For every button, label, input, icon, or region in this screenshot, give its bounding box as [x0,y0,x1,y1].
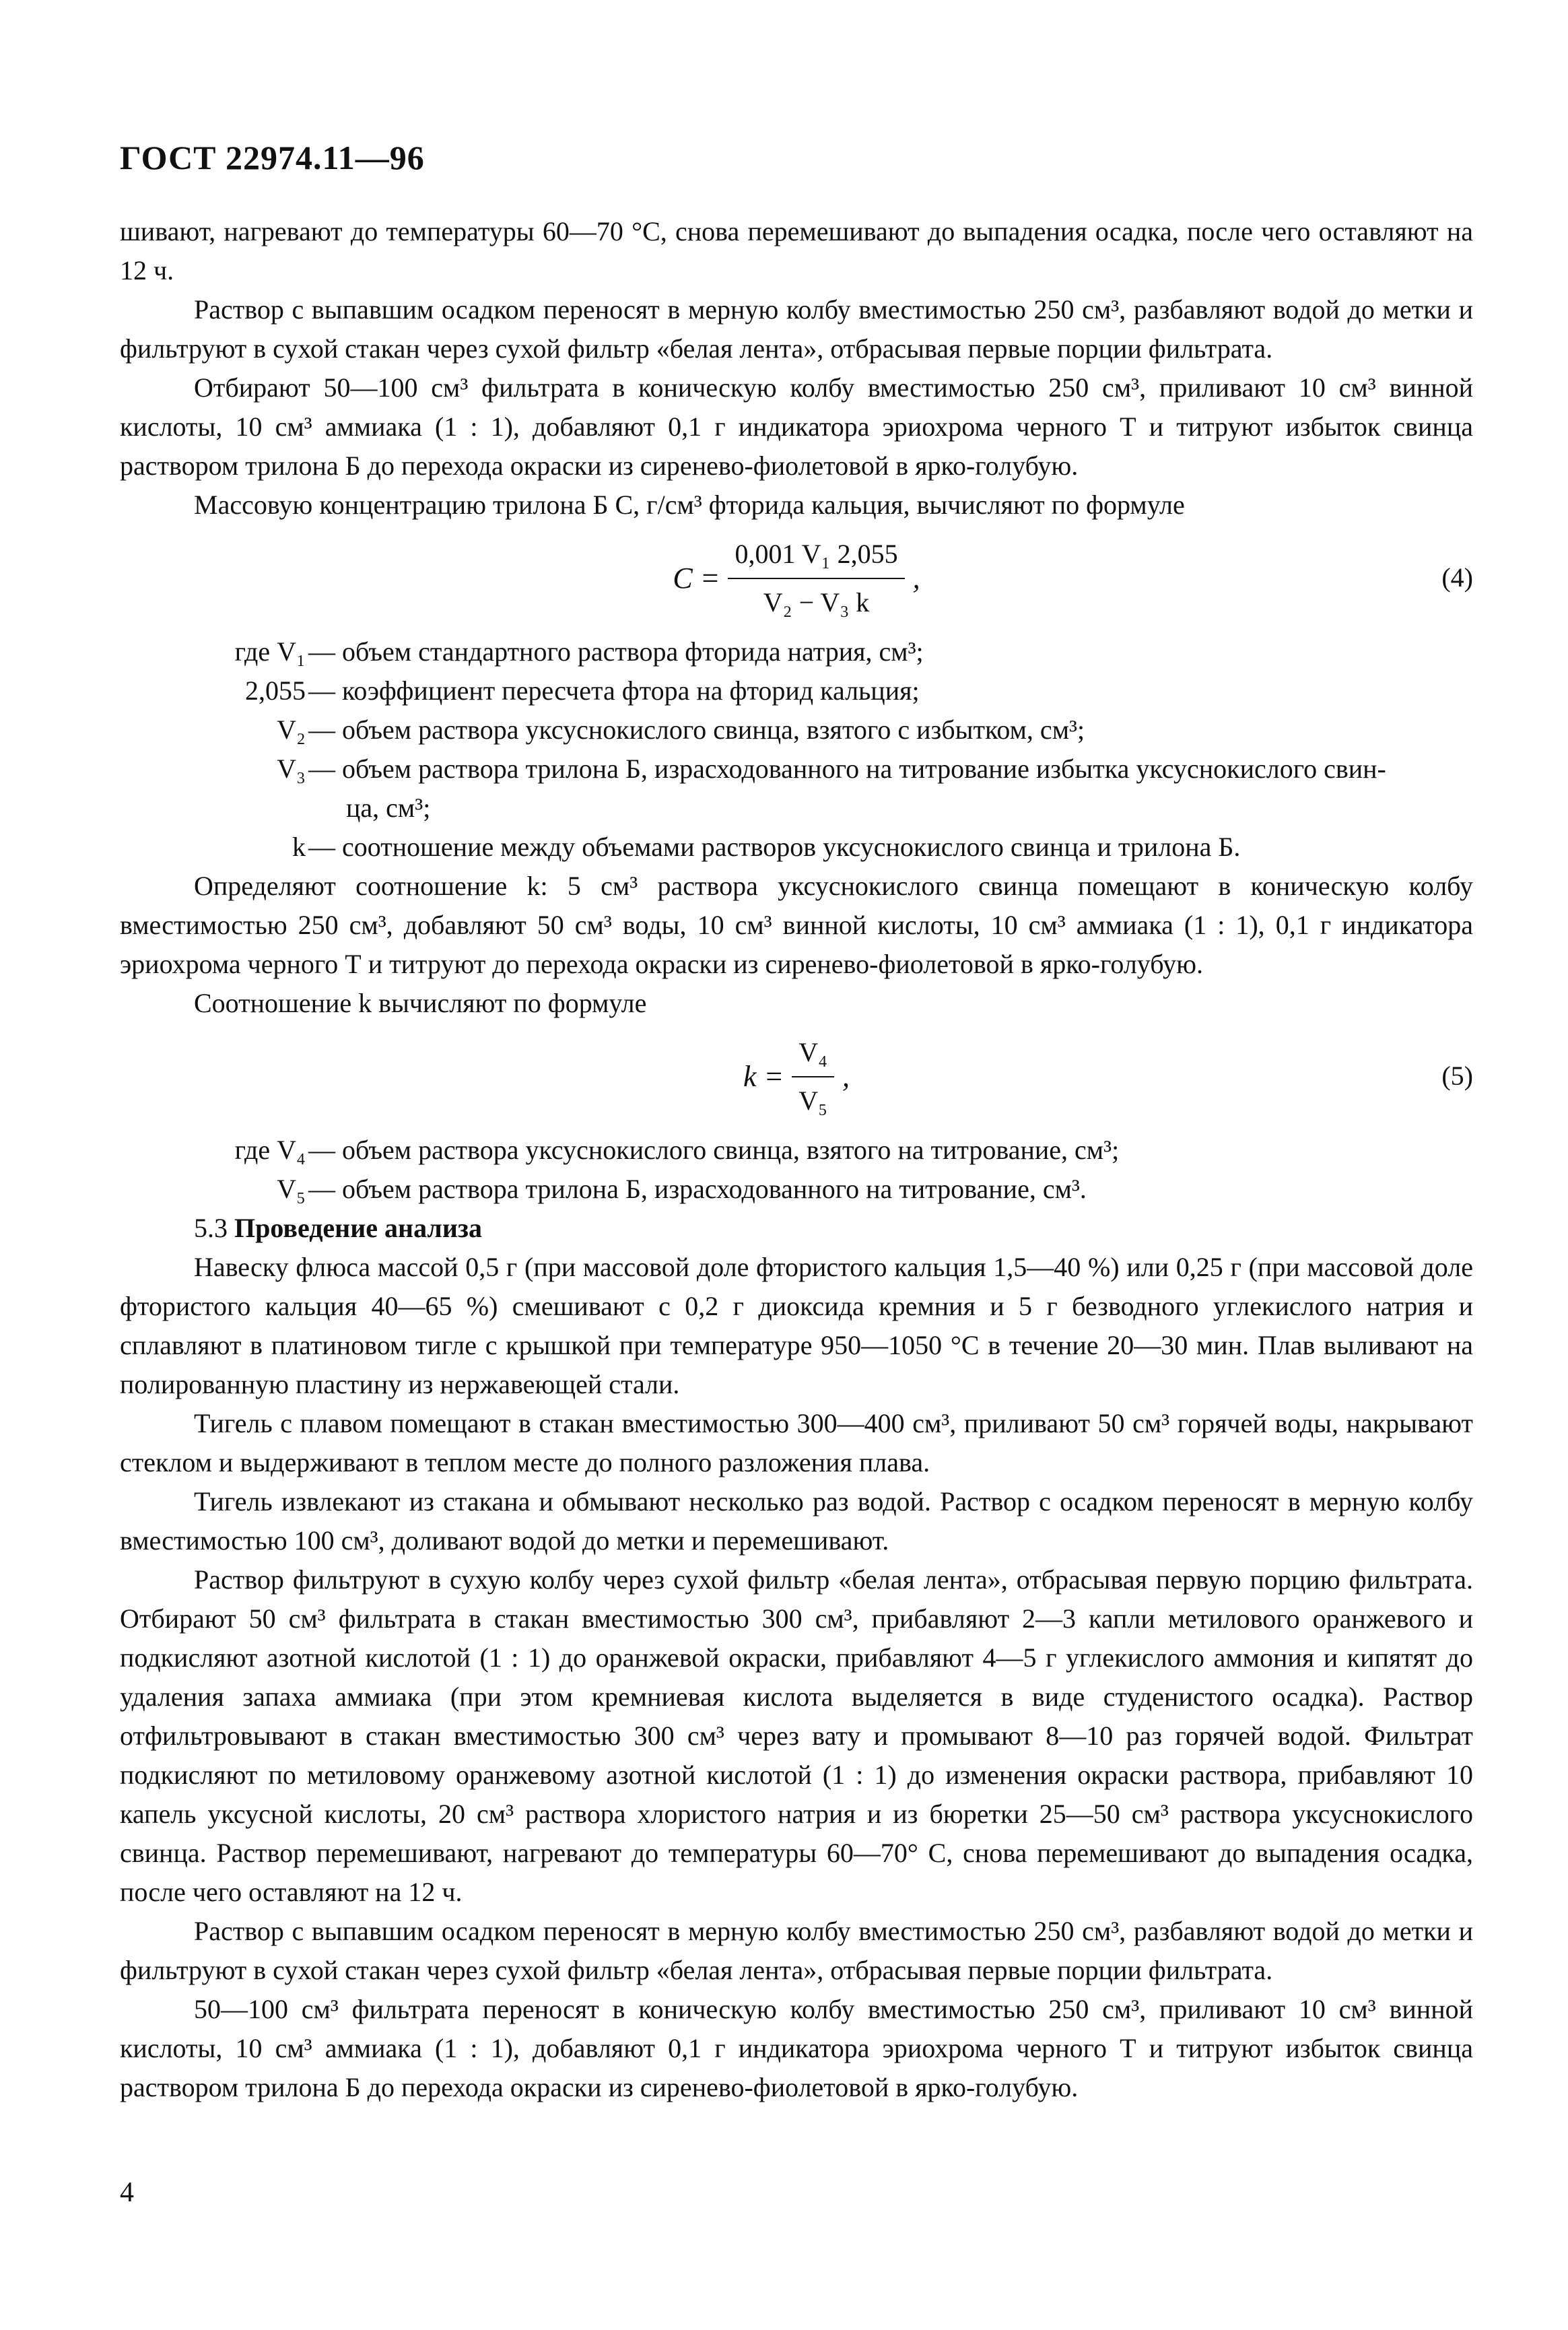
section-number: 5.3 [194,1213,228,1243]
legend-symbol: V₅ [277,1174,306,1204]
formula-4-legend [120,632,1473,867]
formula-4-fraction [728,535,904,622]
formula-5-number: (5) [1441,1061,1473,1091]
paragraph-2: Раствор с выпавшим осадком переносят в мерную колбу вместимостью 250 см³, разбавляют водой до метки и фильтруют в сухой стакан через сухой фильтр «белая лента», отбрасывая первые порции фильтрата. [120,294,1473,364]
document-header: ГОСТ 22974.11—96 [120,139,425,176]
formula-5-denominator: V₅ [798,1086,828,1116]
legend-definition: — объем раствора уксуснокислого свинца, взятого на титрование, см³; [308,1135,1120,1165]
formula-4 [120,525,1473,632]
paragraph-9: Тигель извлекают из стакана и обмывают несколько раз водой. Раствор с осадком переносят в мерную колбу вместимостью 100 см³, доливают водой до метки и перемешивают. [120,1486,1473,1556]
legend-symbol: где V₄ [234,1135,306,1165]
formula-5-legend [120,1131,1473,1209]
legend-definition: — коэффициент пересчета фтора на фторид кальция; [308,675,920,706]
section-title: Проведение анализа [234,1213,482,1243]
legend-symbol: где V₁ [234,636,306,667]
paragraph-7: Навеску флюса массой 0,5 г (при массовой доле фтористого кальция 1,5—40 %) или 0,25 г (при массовой доле фтористого кальция 40—65 %) смешивают с 0,2 г диоксида кремния и 5 г безводного углекислого натрия и сплавляют в платиновом тигле с крышкой при температуре 950—1050 °С в течение 20—30 мин. Плав выливают на полированную пластину из нержавеющей стали. [120,1252,1473,1399]
paragraph-11: Раствор с выпавшим осадком переносят в мерную колбу вместимостью 250 см³, разбавляют водой до метки и фильтруют в сухой стакан через сухой фильтр «белая лента», отбрасывая первые порции фильтрата. [120,1916,1473,1985]
paragraph-3: Отбирают 50—100 см³ фильтрата в коническую колбу вместимостью 250 см³, приливают 10 см³ винной кислоты, 10 см³ аммиака (1 : 1), добавляют 0,1 г индикатора эриохрома черного Т и титруют избыток свинца раствором трилона Б до перехода окраски из сиренево-фиолетовой в ярко-голубую. [120,372,1473,481]
page-number: 4 [120,2177,134,2208]
paragraph-12: 50—100 см³ фильтрата переносят в коническую колбу вместимостью 250 см³, приливают 10 см³ винной кислоты, 10 см³ аммиака (1 : 1), добавляют 0,1 г индикатора эриохрома черного Т и титруют избыток свинца раствором трилона Б до перехода окраски из сиренево-фиолетовой в ярко-голубую. [120,1994,1473,2102]
section-heading [120,1209,1473,1248]
legend-definition: — объем стандартного раствора фторида натрия, см³; [308,636,924,667]
paragraph-5: Определяют соотношение k: 5 см³ раствора уксуснокислого свинца помещают в коническую колбу вместимостью 250 см³, добавляют 50 см³ воды, 10 см³ винной кислоты, 10 см³ аммиака (1 : 1), 0,1 г индикатора эриохрома черного Т и титруют до перехода окраски из сиренево-фиолетовой в ярко-голубую. [120,871,1473,979]
legend-definition-continuation: ца, см³; [346,793,431,823]
formula-5-fraction [792,1033,834,1121]
legend-definition-line: — объем раствора трилона Б, израсходованного на титрование избытка уксуснокислого свин- [308,754,1386,784]
formula-5 [120,1023,1473,1131]
formula-4-lhs: C = [673,562,720,595]
paragraph-4: Массовую концентрацию трилона Б С, г/см³ фторида кальция, вычисляют по формуле [194,490,1185,520]
legend-definition [308,750,1473,828]
legend-definition: — объем раствора уксуснокислого свинца, взятого с избытком, см³; [308,714,1085,745]
formula-4-tail: , [912,562,920,595]
legend-symbol: k [292,832,306,862]
paragraph-6: Соотношение k вычисляют по формуле [194,988,647,1018]
paragraph-8: Тигель с плавом помещают в стакан вместимостью 300—400 см³, приливают 50 см³ горячей воды, накрывают стеклом и выдерживают в теплом месте до полного разложения плава. [120,1408,1473,1477]
formula-4-number: (4) [1441,562,1473,593]
legend-symbol: V₂ [277,714,306,745]
paragraph-10: Раствор фильтруют в сухую колбу через сухой фильтр «белая лента», отбрасывая первую порцию фильтрата. Отбирают 50 см³ фильтрата в стакан вместимостью 300 см³, прибавляют 2—3 капли метилового оранжевого и подкисляют азотной кислотой (1 : 1) до оранжевой окраски, прибавляют 4—5 г углекислого аммония и кипятят до удаления запаха аммиака (при этом кремниевая кислота выделяется в виде студенистого осадка). Раствор отфильтровывают в стакан вместимостью 300 см³ через вату и промывают 8—10 раз горячей водой. Фильтрат подкисляют по метиловому оранжевому азотной кислотой (1 : 1) до изменения окраски раствора, прибавляют 10 капель уксусной кислоты, 20 см³ раствора хлористого натрия и из бюретки 25—50 см³ раствора уксуснокислого свинца. Раствор перемешивают, нагревают до температуры 60—70° С, снова перемешивают до выпадения осадка, после чего оставляют на 12 ч. [120,1564,1473,1907]
formula-4-denominator: V₂ − V₃ k [763,587,870,618]
formula-5-tail: , [842,1060,850,1093]
paragraph-1: шивают, нагревают до температуры 60—70 °С, снова перемешивают до выпадения осадка, после чего оставляют на 12 ч. [120,216,1473,286]
formula-4-numerator: 0,001 V₁ 2,055 [728,535,904,579]
legend-symbol: 2,055 [245,675,306,706]
formula-5-lhs: k = [743,1060,784,1093]
document-body [120,212,1473,2107]
legend-symbol: V₃ [277,754,306,784]
formula-5-numerator: V₄ [792,1033,834,1077]
legend-definition: — объем раствора трилона Б, израсходованного на титрование, см³. [308,1174,1087,1204]
legend-definition: — соотношение между объемами растворов уксуснокислого свинца и трилона Б. [308,832,1241,862]
